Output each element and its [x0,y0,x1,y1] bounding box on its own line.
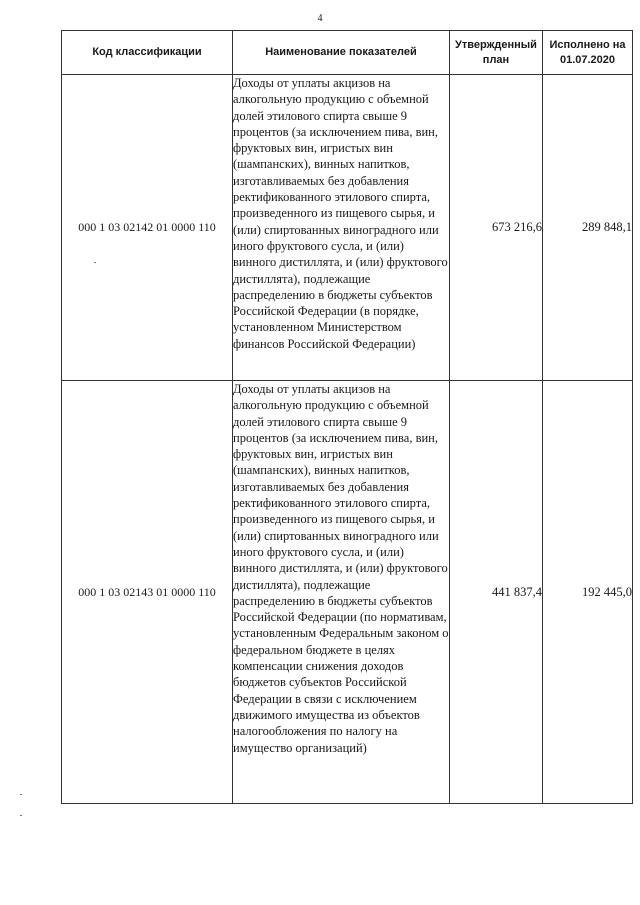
indicator-name: Доходы от уплаты акцизов на алкогольную продукцию с объемной долей этилового спирта свыше 9 процентов (за исключением пива, вин, фруктовых вин, игристых вин (шампанских), винных напитков, изготавливаемых без добавления ректификованного этилового спирта, произведенного из пищевого сырья, и (или) спиртованных виноградного или иного фруктового сусла, и (или) винного дистиллята, и (или) фруктового дистиллята), подлежащие распределению в бюджеты субъектов Российской Федерации (в порядке, установленном Министерством финансов Российской Федерации) [233,75,450,381]
classification-code: 000 1 03 02142 01 0000 110 [62,75,233,381]
budget-table [61,30,633,804]
margin-mark [94,262,96,263]
approved-plan-value: 441 837,4 [450,381,543,804]
executed-value: 192 445,0 [543,381,633,804]
page-number: 4 [317,13,323,24]
indicator-name: Доходы от уплаты акцизов на алкогольную продукцию с объемной долей этилового спирта свыше 9 процентов (за исключением пива, вин, фруктовых вин, игристых вин (шампанских), винных напитков, изготавливаемых без добавления ректификованного этилового спирта, произведенного из пищевого сырья, и (или) спиртованных виноградного или иного фруктового сусла, и (или) винного дистиллята, и (или) фруктового дистиллята), подлежащие распределению в бюджеты субъектов Российской Федерации (по нормативам, установленным Федеральным законом о федеральном бюджете в целях компенсации снижения доходов бюджетов субъектов Российской Федерации в связи с исключением движимого имущества из объектов налогообложения по налогу на имущество организаций) [233,381,450,804]
header-name: Наименование показателей [233,31,450,75]
margin-mark [20,794,22,795]
table-row [62,381,633,804]
margin-mark [20,815,22,816]
classification-code: 000 1 03 02143 01 0000 110 [62,381,233,804]
approved-plan-value: 673 216,6 [450,75,543,381]
header-code: Код классификации [62,31,233,75]
table-header-row [62,31,633,75]
table-row [62,75,633,381]
executed-value: 289 848,1 [543,75,633,381]
header-executed: Исполнено на 01.07.2020 [543,31,633,75]
header-plan: Утвержденный план [450,31,543,75]
